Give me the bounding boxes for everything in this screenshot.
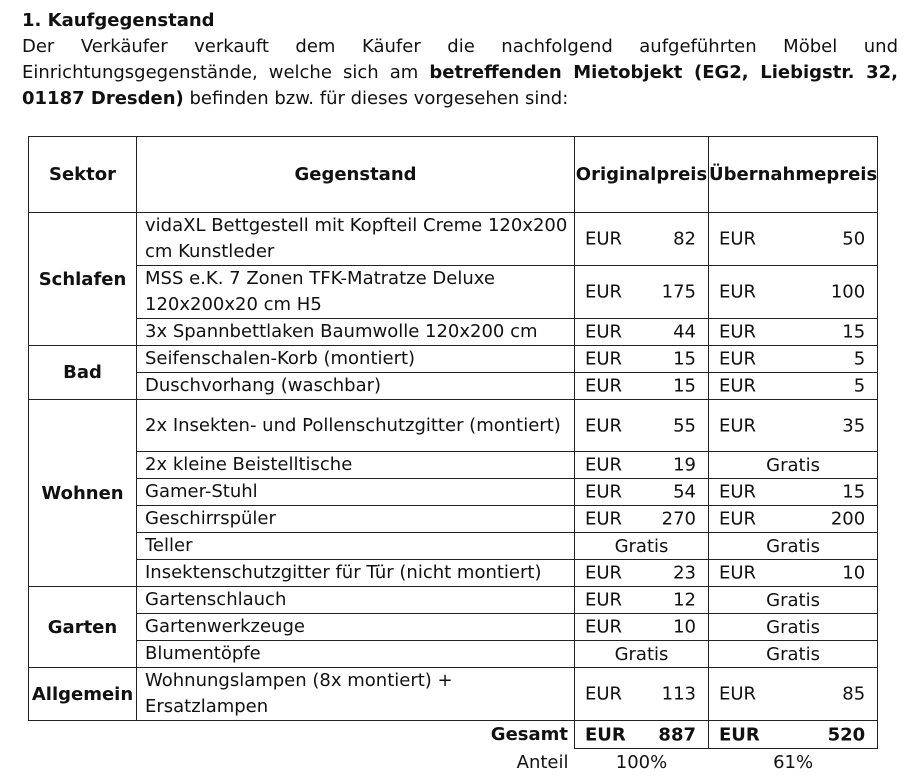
header-sector: Sektor [29, 137, 137, 213]
share-takeover: 61% [709, 749, 878, 776]
table-row [29, 533, 878, 560]
share-label: Anteil [137, 749, 575, 776]
table-row [29, 266, 878, 319]
takeover-price: EUR 85 [709, 668, 878, 721]
share-row [29, 749, 878, 776]
header-item: Gegenstand [137, 137, 575, 213]
sector-schlafen: Schlafen [29, 213, 137, 346]
takeover-price: Gratis [709, 533, 878, 560]
item-name: Gartenschlauch [137, 587, 575, 614]
original-price: Gratis [575, 533, 709, 560]
section-heading: 1. Kaufgegenstand [22, 8, 898, 34]
paragraph-text-bold: betreffenden Mietobjekt (EG2, Liebigstr. 32, 01187 Dresden) [22, 62, 898, 109]
takeover-price: EUR 10 [709, 560, 878, 587]
item-name: 3x Spannbettlaken Baumwolle 120x200 cm [137, 319, 575, 346]
section-intro [22, 8, 898, 112]
table-row [29, 668, 878, 721]
table-row [29, 452, 878, 479]
sector-wohnen: Wohnen [29, 400, 137, 587]
original-price: EUR 113 [575, 668, 709, 721]
total-original-price: EUR 887 [575, 721, 709, 749]
item-name: Geschirrspüler [137, 506, 575, 533]
table-header-row [29, 137, 878, 213]
sector-garten: Garten [29, 587, 137, 668]
item-name: Insektenschutzgitter für Tür (nicht montiert) [137, 560, 575, 587]
table-row [29, 560, 878, 587]
item-name: Gamer-Stuhl [137, 479, 575, 506]
takeover-price: EUR 50 [709, 213, 878, 266]
takeover-price: Gratis [709, 587, 878, 614]
takeover-price: EUR 15 [709, 319, 878, 346]
item-name: Wohnungslampen (8x montiert) + Ersatzlampen [137, 668, 575, 721]
item-name: MSS e.K. 7 Zonen TFK-Matratze Deluxe 120x200x20 cm H5 [137, 266, 575, 319]
total-takeover-price: EUR 520 [709, 721, 878, 749]
item-name: 2x kleine Beistelltische [137, 452, 575, 479]
share-original: 100% [575, 749, 709, 776]
table-row [29, 506, 878, 533]
original-price: EUR 44 [575, 319, 709, 346]
original-price: EUR 15 [575, 373, 709, 400]
total-label: Gesamt [137, 721, 575, 749]
original-price: EUR 54 [575, 479, 709, 506]
takeover-price: EUR 15 [709, 479, 878, 506]
takeover-price: Gratis [709, 452, 878, 479]
sector-bad: Bad [29, 346, 137, 400]
original-price: EUR 15 [575, 346, 709, 373]
table-row [29, 400, 878, 452]
table-row [29, 614, 878, 641]
original-price: EUR 12 [575, 587, 709, 614]
item-name: Gartenwerkzeuge [137, 614, 575, 641]
table-row [29, 346, 878, 373]
takeover-price: EUR 200 [709, 506, 878, 533]
section-paragraph [22, 34, 898, 112]
original-price: EUR 19 [575, 452, 709, 479]
original-price: EUR 23 [575, 560, 709, 587]
original-price: Gratis [575, 641, 709, 668]
sector-allgemein: Allgemein [29, 668, 137, 721]
paragraph-text-start: Der Verkäufer verkauft dem Käufer die nachfolgend aufgeführten Möbel und Einrichtungsgegenstände, welche sich am [22, 36, 898, 83]
table-row [29, 319, 878, 346]
takeover-price: Gratis [709, 614, 878, 641]
header-takeover-price: Übernahmepreis [709, 137, 878, 213]
takeover-price: EUR 100 [709, 266, 878, 319]
items-table [28, 136, 878, 776]
takeover-price: EUR 5 [709, 346, 878, 373]
takeover-price: Gratis [709, 641, 878, 668]
takeover-price: EUR 35 [709, 400, 878, 452]
table-row [29, 373, 878, 400]
takeover-price: EUR 5 [709, 373, 878, 400]
paragraph-text-end: befinden bzw. für dieses vorgesehen sind: [184, 88, 569, 109]
empty-cell [29, 721, 137, 749]
table-row [29, 641, 878, 668]
total-row [29, 721, 878, 749]
original-price: EUR 175 [575, 266, 709, 319]
item-name: Seifenschalen-Korb (montiert) [137, 346, 575, 373]
original-price: EUR 55 [575, 400, 709, 452]
original-price: EUR 82 [575, 213, 709, 266]
item-name: Teller [137, 533, 575, 560]
original-price: EUR 270 [575, 506, 709, 533]
item-name: vidaXL Bettgestell mit Kopfteil Creme 120x200 cm Kunstleder [137, 213, 575, 266]
table-row [29, 587, 878, 614]
item-name: 2x Insekten- und Pollenschutzgitter (montiert) [137, 400, 575, 452]
empty-cell [29, 749, 137, 776]
header-original-price: Originalpreis [575, 137, 709, 213]
item-name: Duschvorhang (waschbar) [137, 373, 575, 400]
table-row [29, 213, 878, 266]
original-price: EUR 10 [575, 614, 709, 641]
item-name: Blumentöpfe [137, 641, 575, 668]
table-row [29, 479, 878, 506]
